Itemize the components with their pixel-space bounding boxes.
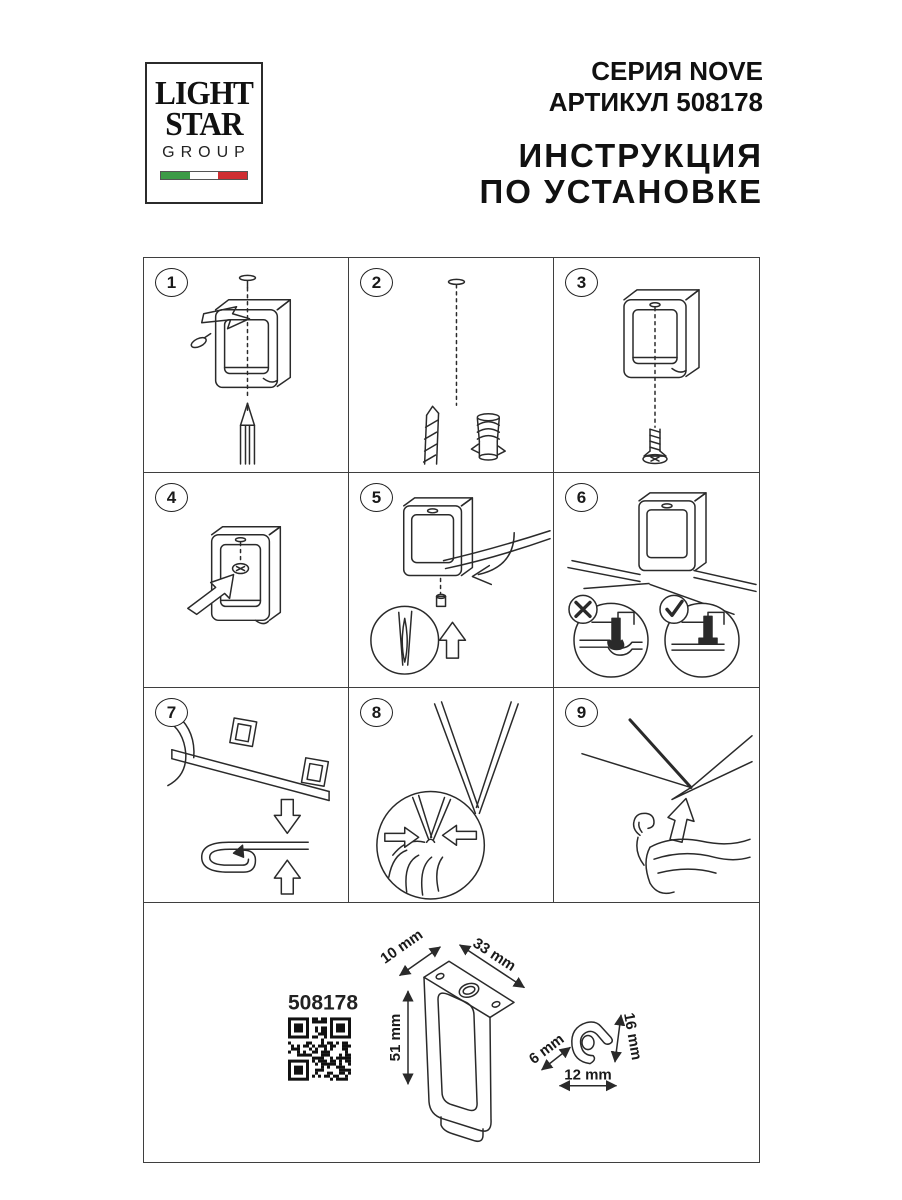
bracket-frame — [212, 527, 281, 624]
bracket-small-b — [302, 758, 329, 786]
dimensions-drawing — [144, 903, 759, 1164]
step-cell-6 — [554, 473, 759, 688]
flag-red — [218, 172, 247, 179]
arrow-icon — [188, 575, 234, 615]
hand-icon — [637, 837, 750, 893]
pin-icon — [449, 279, 465, 284]
drill-bit-icon — [424, 406, 439, 464]
set-screw-icon — [437, 594, 446, 606]
clip-3d-drawing — [572, 1022, 612, 1064]
steps-grid — [143, 257, 760, 1163]
series-title: СЕРИЯ NOVE — [591, 56, 763, 86]
band-lines — [444, 531, 550, 569]
wrong-detail-circle — [569, 595, 648, 677]
step-number-badge: 1 — [155, 268, 188, 297]
step-cell-5 — [349, 473, 554, 688]
article-number: 508178 — [288, 991, 359, 1015]
instruction-title-line1: ИНСТРУКЦИЯ — [518, 137, 763, 174]
pin-icon — [240, 275, 256, 280]
flag-white — [190, 172, 219, 179]
step-cell-9 — [554, 688, 759, 903]
logo-word-star: STAR — [165, 106, 243, 143]
step-number-badge: 8 — [360, 698, 393, 727]
dim-clip-width-label: 12 mm — [564, 1066, 612, 1084]
bracket-frame — [639, 493, 706, 571]
ceiling-corner — [582, 720, 752, 800]
dim-clip-depth-label: 6 mm — [525, 1030, 568, 1068]
dim-width-label: 33 mm — [469, 934, 519, 975]
step-number-badge: 2 — [360, 268, 393, 297]
bracket-3d-drawing — [424, 961, 514, 1141]
bracket-frame — [624, 290, 699, 378]
header-titles — [360, 56, 763, 210]
logo-word-light: LIGHT — [155, 75, 253, 112]
step-number-badge: 6 — [565, 483, 598, 512]
dim-depth-label: 10 mm — [377, 926, 427, 968]
arrow-up-icon — [274, 860, 300, 894]
step-cell-2 — [349, 258, 554, 473]
step-cell-3 — [554, 258, 759, 473]
step-cell-1 — [144, 258, 349, 473]
step-cell-8 — [349, 688, 554, 903]
step-cell-7 — [144, 688, 349, 903]
magnifier-hand-pinch — [377, 792, 484, 899]
step-number-badge: 5 — [360, 483, 393, 512]
step-number-badge: 9 — [565, 698, 598, 727]
bracket-frame — [216, 300, 291, 388]
instruction-title-line2: ПО УСТАНОВКЕ — [479, 173, 763, 210]
clip-icon — [634, 813, 654, 835]
step-number-badge: 4 — [155, 483, 188, 512]
lightstar-logo — [145, 62, 263, 204]
screw-head-icon — [233, 564, 249, 574]
correct-detail-circle — [660, 595, 739, 677]
bracket-frame — [404, 498, 473, 576]
step-cell-4 — [144, 473, 349, 688]
step-number-badge: 7 — [155, 698, 188, 727]
italian-flag-bar — [160, 171, 248, 180]
flag-green — [161, 172, 190, 179]
dimension-annotations — [377, 926, 645, 1086]
arrow-up-icon — [668, 798, 694, 842]
article-title: АРТИКУЛ 508178 — [548, 87, 763, 117]
magnifier-screwdriver-tip — [371, 606, 439, 674]
logo-word-group: GROUP — [162, 144, 251, 161]
dim-height-label: 51 mm — [387, 1013, 404, 1062]
screw-icon — [643, 429, 667, 463]
curved-arrow-icon — [472, 533, 514, 585]
dim-clip-height-label: 16 mm — [620, 1011, 645, 1062]
bracket-small-a — [230, 718, 257, 746]
arrow-down-icon — [274, 799, 300, 833]
pencil-icon — [241, 403, 255, 464]
arrow-up-icon — [440, 622, 466, 658]
dimensions-panel — [144, 903, 759, 1164]
qr-code — [288, 1017, 351, 1080]
wall-anchor-icon — [471, 414, 505, 460]
step-number-badge: 3 — [565, 268, 598, 297]
